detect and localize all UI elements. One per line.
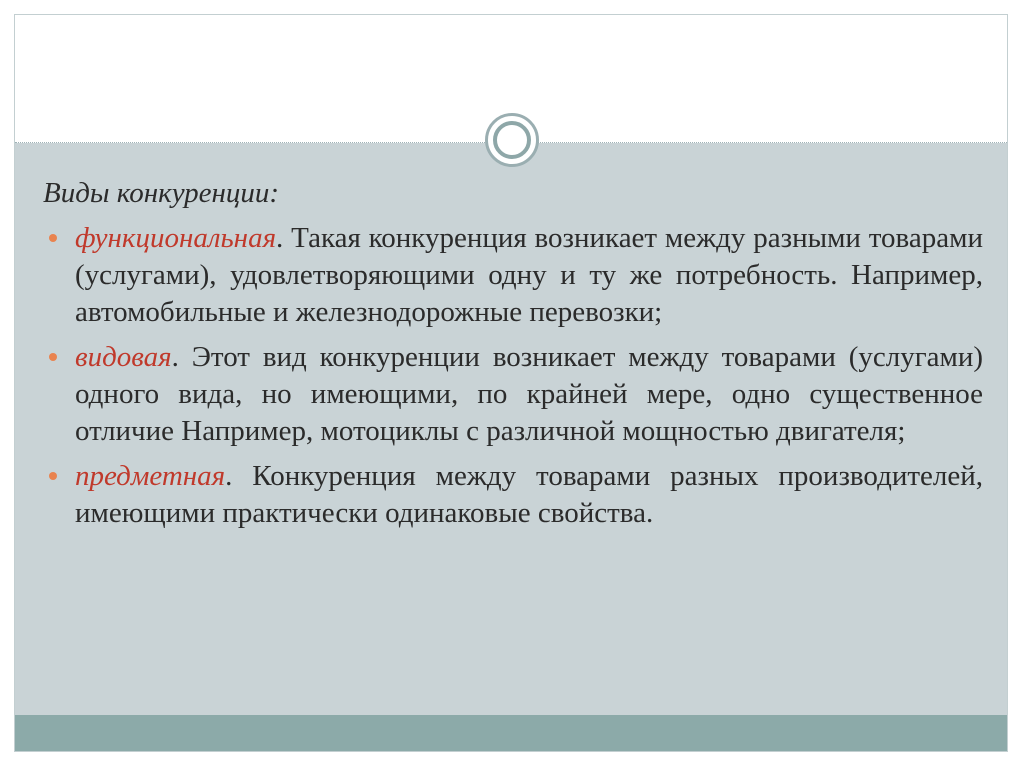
footer-bar bbox=[15, 715, 1007, 751]
slide bbox=[14, 14, 1008, 752]
bullet-icon bbox=[49, 234, 57, 242]
slide-content bbox=[43, 175, 983, 540]
list-item bbox=[43, 339, 983, 450]
slide-heading: Виды конкуренции: bbox=[43, 177, 280, 209]
list-item bbox=[43, 458, 983, 532]
list-item bbox=[43, 220, 983, 331]
bullet-icon bbox=[49, 353, 57, 361]
item-text: . Конкуренция между товарами разных производителей, имеющими практически одинаковые свойства. bbox=[75, 460, 983, 529]
term-species: видовая bbox=[75, 341, 172, 373]
term-subject: предметная bbox=[75, 460, 226, 492]
term-functional: функциональная bbox=[75, 222, 277, 254]
item-text: . Этот вид конкуренции возникает между товарами (услугами) одного вида, но имеющими, по крайней мере, одно существенное отличие Например, мотоциклы с различной мощностью двигателя; bbox=[75, 341, 983, 447]
bullet-icon bbox=[49, 472, 57, 480]
item-text: . Такая конкуренция возникает между разными товарами (услугами), удовлетворяющими одну и ту же потребность. Например, автомобильные и железнодорожные перевозки; bbox=[75, 222, 983, 328]
circle-ornament-icon bbox=[485, 113, 539, 167]
